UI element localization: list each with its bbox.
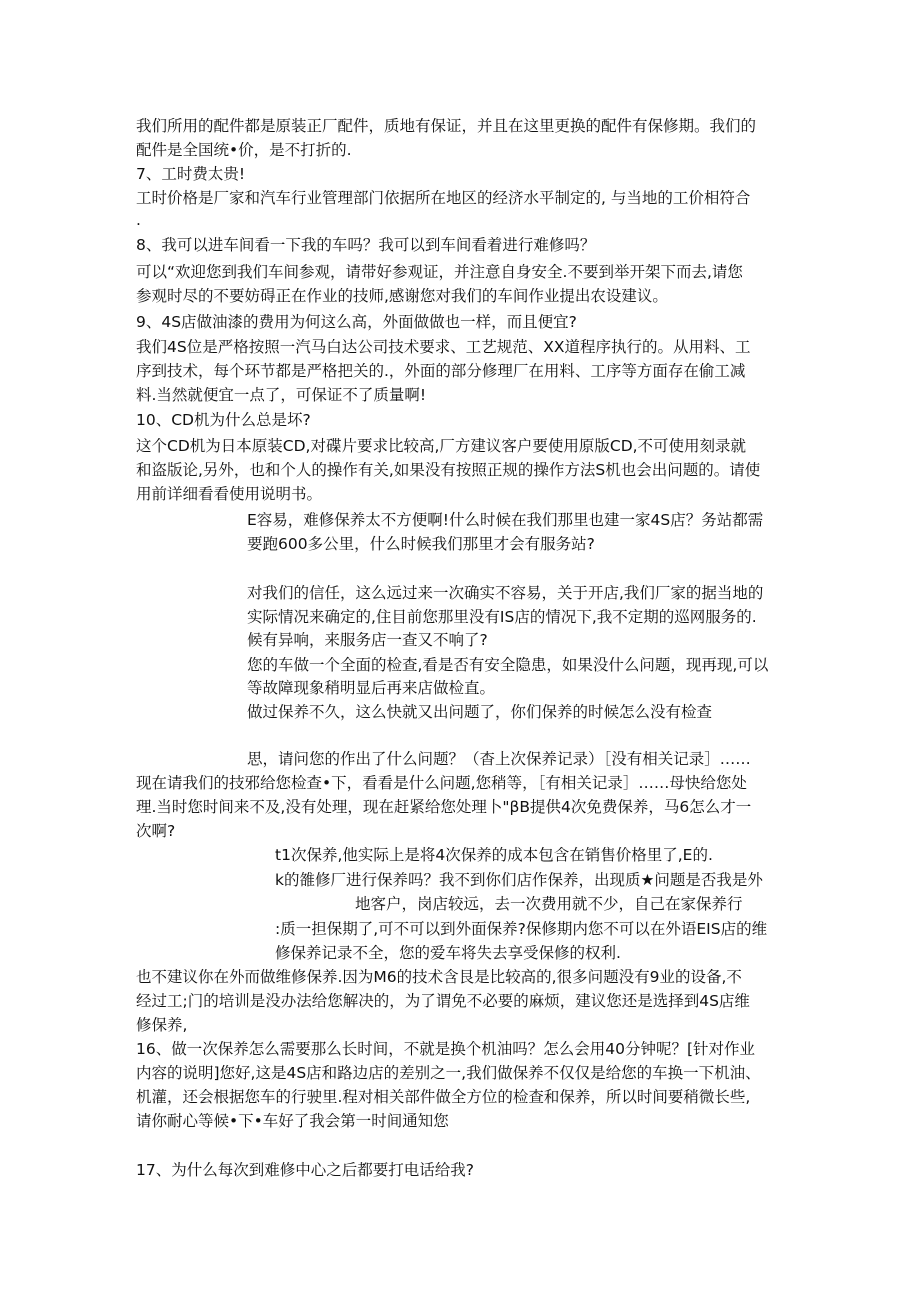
text-line: 等故障现象稍明显后再来店做检直。: [247, 679, 496, 697]
text-line: 可以“欢迎您到我们车间参观，请带好参观证，并注意自身安全.不要到举开架下而去,请您: [136, 263, 743, 281]
text-line: 料.当然就便宜一点了，可保证不了质量啊!: [136, 386, 427, 404]
text-line: 候有异响，来服务店一查又不响了?: [247, 631, 488, 649]
section-heading: 16、做一次保养怎么需要那么长时间，不就是换个机油吗？怎么会用40分钟呢？[针对作业: [136, 1040, 755, 1058]
text-line: 序到技术，每个环节都是严格把关的.，外面的部分修理厂在用料、工序等方面存在偷工减: [136, 362, 746, 380]
text-line: 要跑600多公里，什么时候我们那里才会有服务站?: [247, 535, 595, 553]
text-line: .: [136, 211, 141, 229]
text-line: 我们4S位是严格按照一汽马白达公司技术要求、工艺规范、XX道程序执行的。从用料、工: [136, 338, 751, 356]
text-line: 现在请我们的技邪给您检查•下，看看是什么问题,您稍等，［有相关记录］……母快给您处: [136, 774, 747, 792]
text-line: 工时价格是厂家和汽车行业管理部门依据所在地区的经济水平制定的, 与当地的工价相符合: [136, 189, 751, 207]
text-line: t1次保养,他实际上是将4次保养的成本包含在销售价格里了,E的.: [275, 846, 713, 864]
section-heading: 8、我可以进车间看一下我的车吗？我可以到车间看着进行难修吗？: [136, 236, 596, 254]
text-line: 配件是全国统•价，是不打折的.: [136, 141, 352, 159]
text-line: 地客户，岗店较远，去一次费用就不少，自己在家保养行: [355, 895, 743, 913]
text-line: 对我们的信任，这么远过来一次确实不容易，关于开店,我们厂家的据当地的: [247, 584, 764, 602]
text-line: 理.当时您时间来不及,没有处理，现在赶紧给您处理卜"βB提供4次免费保养，马6怎么才一: [136, 798, 752, 816]
text-line: 次啊?: [136, 822, 176, 840]
section-heading: 7、工时费太贵!: [136, 165, 246, 183]
text-line: k的雒修厂进行保养吗？我不到你们店作保养，出现质★问题是否我是外: [275, 871, 763, 889]
text-line: 您的车做一个全面的检查,看是否有安全隐患，如果没什么问题，现再现,可以: [247, 656, 769, 674]
text-line: 参观时尽的不要妨碍正在作业的技师,感谢您对我们的车间作业提出农设建议。: [136, 287, 668, 305]
text-line: 修保养,: [136, 1016, 188, 1034]
section-heading: 10、CD机为什么总是坏?: [136, 411, 311, 429]
section-heading: 9、4S店做油漆的费用为何这么高，外面做做也一样，而且便宜?: [136, 313, 577, 331]
text-line: E容易，难修保养太不方便啊!什么时候在我们那里也建一家4S店？务站都需: [247, 511, 764, 529]
text-line: :质一担保期了,可不可以到外面保养?保修期内您不可以在外语EIS店的维: [275, 920, 768, 938]
text-line: 思，请问您的作出了什么问题？（杳上次保养记录）［没有相关记录］……: [247, 750, 751, 768]
text-line: 也不建议你在外而做维修保养.因为M6的技术含艮是比较高的,很多问题没有9业的设备,不: [136, 968, 742, 986]
text-line: 和盗版论,另外，也和个人的操作有关,如果没有按照正规的操作方法S机也会出问题的。请使: [136, 461, 761, 479]
text-line: 做过保养不久，这么快就又出问题了，你们保养的时候怎么没有检查: [247, 703, 713, 721]
text-line: 我们所用的配件都是原装正厂配件，质地有保证，并且在这里更换的配件有保修期。我们的: [136, 117, 757, 135]
text-line: 这个CD机为日本原装CD,对碟片要求比较高,厂方建议客户要使用原版CD,不可使用刻录就: [136, 437, 747, 455]
text-line: 修保养记录不全，您的爱车将失去享受保修的权利.: [275, 944, 621, 962]
text-line: 内容的说明]您好,这是4S店和路边店的差别之一,我们做保养不仅仅是给您的车换一下机油、: [136, 1064, 761, 1082]
text-line: 机灌，还会根据您车的行驶里.程对相关部件做全方位的检查和保养，所以时间要稍微长些,: [136, 1088, 751, 1106]
text-line: 经过工;门的培训是没办法给您解决的，为了谓免不必要的麻烦，建议您还是选择到4S店维: [136, 992, 750, 1010]
section-heading: 17、为什么每次到难修中心之后都要打电话给我?: [136, 1161, 474, 1179]
text-line: 请你耐心等候•下•车好了我会第一时间通知您: [136, 1112, 449, 1130]
text-line: 实际情况来确定的,住目前您那里没有IS店的情况下,我不定期的巡网服务的.: [247, 608, 757, 626]
text-line: 用前详细看看使用说明书。: [136, 485, 323, 503]
